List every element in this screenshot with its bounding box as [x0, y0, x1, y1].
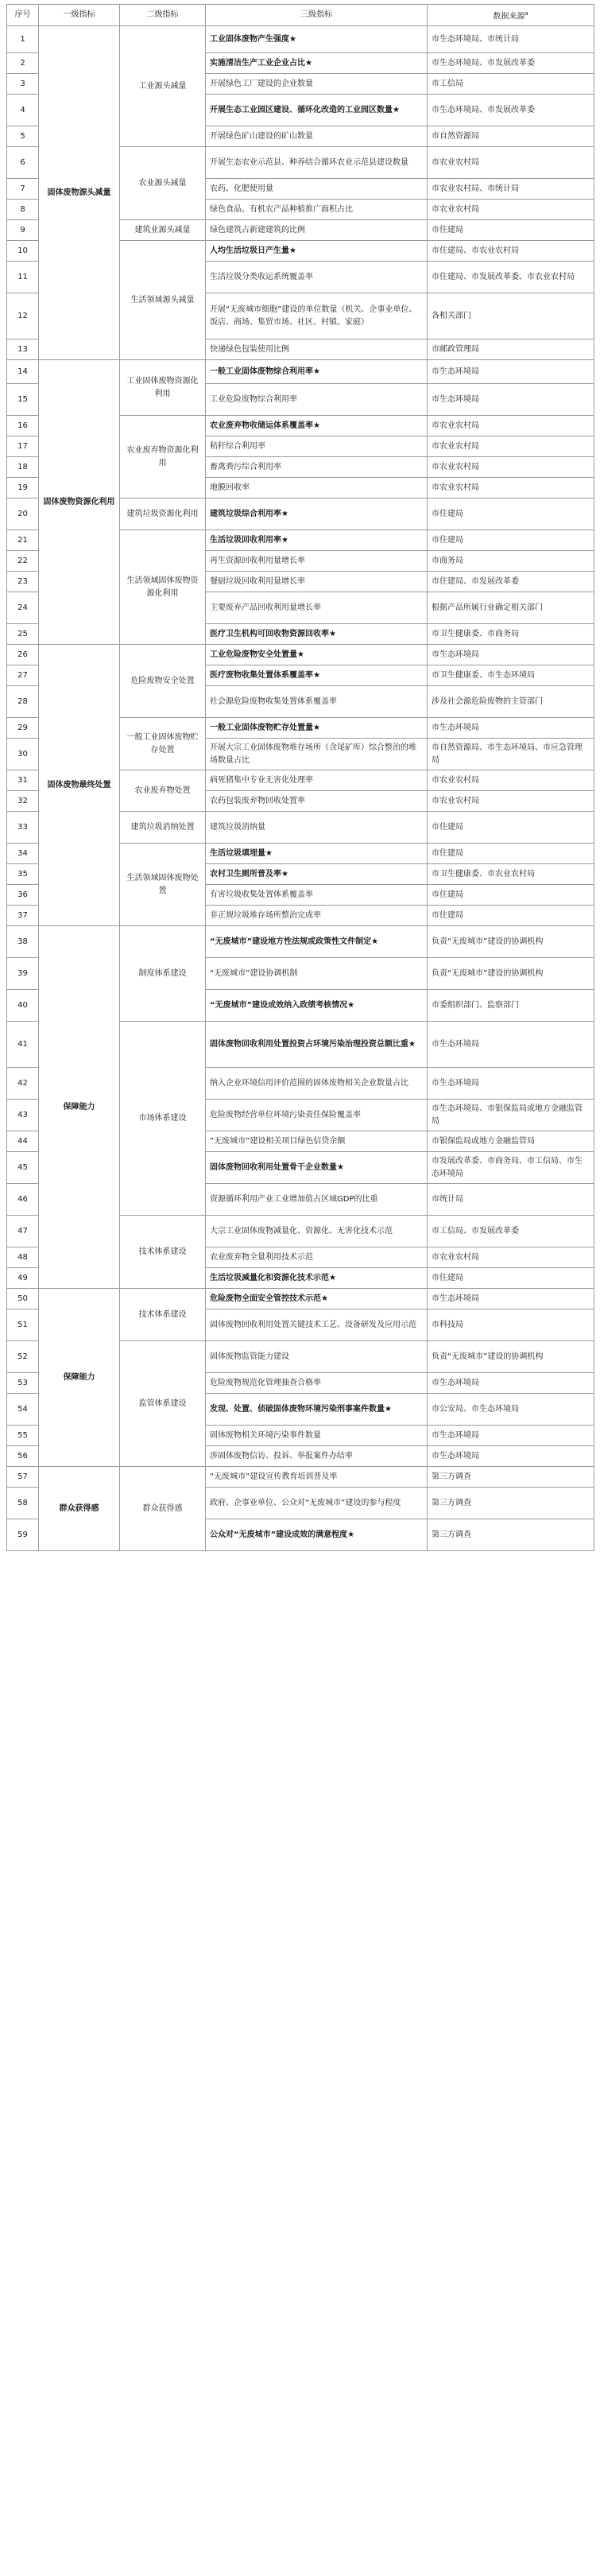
level2-indicator: 生活领域固体废物处置 — [120, 844, 206, 926]
data-source: 市公安局、市生态环境局 — [428, 1394, 594, 1426]
data-source: 市自然资源局 — [428, 126, 594, 147]
level2-indicator: 技术体系建设 — [120, 1216, 206, 1289]
row-index: 20 — [7, 499, 39, 530]
level3-indicator: 餐厨垃圾回收利用量增长率 — [206, 572, 428, 592]
level3-indicator: 开展绿色矿山建设的矿山数量 — [206, 126, 428, 147]
data-source: 第三方调查 — [428, 1467, 594, 1488]
row-index: 19 — [7, 478, 39, 499]
data-source: 市农业农村局 — [428, 200, 594, 220]
data-source: 市生态环境局 — [428, 1373, 594, 1394]
level3-indicator: 农药包装废弃物回收处置率 — [206, 791, 428, 812]
level3-indicator: 开展生态农业示范县、种养结合循环农业示范县建设数量 — [206, 147, 428, 179]
data-source: 市农业农村局 — [428, 478, 594, 499]
level2-indicator: 工业源头减量 — [120, 26, 206, 147]
level3-indicator: 农药、化肥使用量 — [206, 179, 428, 200]
level3-indicator: 涉固体废物信访、投诉、举报案件办结率 — [206, 1446, 428, 1467]
row-index: 48 — [7, 1247, 39, 1268]
level3-indicator: 非正规垃圾堆存场所整治完成率 — [206, 906, 428, 926]
row-index: 2 — [7, 53, 39, 74]
row-index: 32 — [7, 791, 39, 812]
row-index: 25 — [7, 624, 39, 645]
level3-indicator: 生活垃圾分类收运系统覆盖率 — [206, 262, 428, 293]
row-index: 29 — [7, 718, 39, 739]
row-index: 33 — [7, 812, 39, 844]
level1-indicator: 群众获得感 — [39, 1467, 120, 1551]
table-row — [7, 1289, 594, 1309]
row-index: 5 — [7, 126, 39, 147]
level3-indicator: 工业危险废物安全处置量★ — [206, 645, 428, 665]
level3-indicator: “无废城市”建设成效纳入政绩考核情况★ — [206, 990, 428, 1022]
data-source: 市住建局 — [428, 1268, 594, 1289]
row-index: 1 — [7, 26, 39, 53]
row-index: 6 — [7, 147, 39, 179]
row-index: 28 — [7, 686, 39, 718]
level1-indicator: 保障能力 — [39, 926, 120, 1289]
data-source: 市住建局 — [428, 220, 594, 241]
level3-indicator: “无废城市”建设协调机制 — [206, 958, 428, 990]
row-index: 41 — [7, 1022, 39, 1068]
data-source: 市住建局 — [428, 885, 594, 906]
level2-indicator: 农业源头减量 — [120, 147, 206, 220]
row-index: 53 — [7, 1373, 39, 1394]
level3-indicator: 建筑垃圾消纳量 — [206, 812, 428, 844]
row-index: 8 — [7, 200, 39, 220]
level3-indicator: 病死猪集中专业无害化处理率 — [206, 770, 428, 791]
data-source: 市银保监局或地方金融监管局 — [428, 1131, 594, 1152]
level3-indicator: 绿色食品、有机农产品种植推广面积占比 — [206, 200, 428, 220]
level3-indicator: 政府、企事业单位、公众对“无废城市”建设的参与程度 — [206, 1488, 428, 1519]
row-index: 26 — [7, 645, 39, 665]
level2-indicator: 群众获得感 — [120, 1467, 206, 1551]
data-source: 第三方调查 — [428, 1488, 594, 1519]
data-source: 市生态环境局、市发展改革委 — [428, 53, 594, 74]
level3-indicator: “无废城市”建设宣传教育培训普及率 — [206, 1467, 428, 1488]
row-index: 39 — [7, 958, 39, 990]
row-index: 52 — [7, 1341, 39, 1373]
level2-indicator: 建筑垃圾资源化利用 — [120, 499, 206, 530]
indicator-table — [6, 4, 594, 1551]
row-index: 50 — [7, 1289, 39, 1309]
level1-indicator: 固体废物最终处置 — [39, 645, 120, 926]
level2-indicator: 市场体系建设 — [120, 1022, 206, 1216]
row-index: 43 — [7, 1100, 39, 1131]
row-index: 4 — [7, 95, 39, 126]
level3-indicator: 固体废物回收利用处置关键技术工艺、设备研发及应用示范 — [206, 1309, 428, 1341]
row-index: 34 — [7, 844, 39, 864]
row-index: 27 — [7, 665, 39, 686]
row-index: 12 — [7, 293, 39, 339]
data-source: 市农业农村局 — [428, 416, 594, 436]
data-source: 市生态环境局、市发展改革委 — [428, 95, 594, 126]
data-source: 市住建局 — [428, 844, 594, 864]
level3-indicator: 工业危险废物综合利用率 — [206, 384, 428, 416]
level3-indicator: 农村卫生厕所普及率★ — [206, 864, 428, 885]
level3-indicator: 社会源危险废物收集处置体系覆盖率 — [206, 686, 428, 718]
row-index: 45 — [7, 1152, 39, 1184]
level3-indicator: 地膜回收率 — [206, 478, 428, 499]
data-source: 市农业农村局 — [428, 770, 594, 791]
table-header-row — [7, 5, 594, 26]
level1-indicator: 保障能力 — [39, 1289, 120, 1467]
data-source: 根据产品所属行业确定相关部门 — [428, 592, 594, 624]
row-index: 7 — [7, 179, 39, 200]
data-source: 市住建局、市农业农村局 — [428, 241, 594, 262]
data-source: 市工信局 — [428, 74, 594, 95]
data-source: 第三方调查 — [428, 1519, 594, 1551]
data-source: 市住建局 — [428, 812, 594, 844]
data-source: 负责“无废城市”建设的协调机构 — [428, 926, 594, 958]
row-index: 9 — [7, 220, 39, 241]
data-source: 市农业农村局 — [428, 436, 594, 457]
level3-indicator: 危险废物经营单位环境污染责任保险覆盖率 — [206, 1100, 428, 1131]
level2-indicator: 建筑业源头减量 — [120, 220, 206, 241]
row-index: 10 — [7, 241, 39, 262]
level2-indicator: 一般工业固体废物贮存处置 — [120, 718, 206, 770]
data-source: 市生态环境局 — [428, 1289, 594, 1309]
data-source: 负责“无废城市”建设的协调机构 — [428, 958, 594, 990]
row-index: 36 — [7, 885, 39, 906]
row-index: 17 — [7, 436, 39, 457]
data-source: 市住建局、市发展改革委、市农业农村局 — [428, 262, 594, 293]
row-index: 14 — [7, 360, 39, 384]
row-index: 54 — [7, 1394, 39, 1426]
row-index: 11 — [7, 262, 39, 293]
level2-indicator: 建筑垃圾消纳处置 — [120, 812, 206, 844]
level3-indicator: 农业废弃物收储运体系覆盖率★ — [206, 416, 428, 436]
data-source: 市商务局 — [428, 551, 594, 572]
row-index: 37 — [7, 906, 39, 926]
level3-indicator: 建筑垃圾综合利用率★ — [206, 499, 428, 530]
data-source: 市工信局、市发展改革委 — [428, 1216, 594, 1247]
data-source: 市住建局 — [428, 530, 594, 551]
header-level1: 一级指标 — [39, 5, 120, 26]
level3-indicator: 生活垃圾回收利用率★ — [206, 530, 428, 551]
level1-indicator: 固体废物资源化利用 — [39, 360, 120, 645]
level3-indicator: 快递绿色包装使用比例 — [206, 339, 428, 360]
row-index: 57 — [7, 1467, 39, 1488]
level3-indicator: 一般工业固体废物综合利用率★ — [206, 360, 428, 384]
data-source: 市住建局 — [428, 906, 594, 926]
level3-indicator: 资源循环利用产业工业增加值占区域GDP的比重 — [206, 1184, 428, 1216]
row-index: 56 — [7, 1446, 39, 1467]
data-source: 市生态环境局 — [428, 1446, 594, 1467]
row-index: 46 — [7, 1184, 39, 1216]
level3-indicator: 公众对“无废城市”建设成效的满意程度★ — [206, 1519, 428, 1551]
level2-indicator: 制度体系建设 — [120, 926, 206, 1022]
level3-indicator: 发现、处置、侦破固体废物环境污染刑事案件数量★ — [206, 1394, 428, 1426]
row-index: 13 — [7, 339, 39, 360]
data-source: 市科技局 — [428, 1309, 594, 1341]
row-index: 40 — [7, 990, 39, 1022]
table-row — [7, 26, 594, 53]
level3-indicator: 医疗卫生机构可回收物资源回收率★ — [206, 624, 428, 645]
level2-indicator: 工业固体废物资源化利用 — [120, 360, 206, 416]
level3-indicator: 危险废物全面安全管控技术示范★ — [206, 1289, 428, 1309]
level3-indicator: 开展生态工业园区建设、循环化改造的工业园区数量★ — [206, 95, 428, 126]
level2-indicator: 农业废弃物处置 — [120, 770, 206, 812]
data-source: 市邮政管理局 — [428, 339, 594, 360]
level3-indicator: 固体废物监管能力建设 — [206, 1341, 428, 1373]
level2-indicator: 危险废物安全处置 — [120, 645, 206, 718]
table-row — [7, 360, 594, 384]
data-source: 市卫生健康委、市生态环境局 — [428, 665, 594, 686]
level3-indicator: “无废城市”建设相关项目绿色信贷余额 — [206, 1131, 428, 1152]
data-source: 各相关部门 — [428, 293, 594, 339]
level1-indicator: 固体废物源头减量 — [39, 26, 120, 360]
row-index: 22 — [7, 551, 39, 572]
data-source: 负责“无废城市”建设的协调机构 — [428, 1341, 594, 1373]
data-source: 市卫生健康委、市商务局 — [428, 624, 594, 645]
row-index: 31 — [7, 770, 39, 791]
row-index: 18 — [7, 457, 39, 478]
level3-indicator: 固体废物相关环境污染事件数量 — [206, 1426, 428, 1446]
level2-indicator: 生活领域源头减量 — [120, 241, 206, 360]
data-source: 市农业农村局、市统计局 — [428, 179, 594, 200]
level3-indicator: 秸秆综合利用率 — [206, 436, 428, 457]
table-row — [7, 645, 594, 665]
level3-indicator: 医疗废物收集处置体系覆盖率★ — [206, 665, 428, 686]
level3-indicator: 人均生活垃圾日产生量★ — [206, 241, 428, 262]
level3-indicator: 工业固体废物产生强度★ — [206, 26, 428, 53]
level3-indicator: 纳入企业环境信用评价范围的固体废物相关企业数量占比 — [206, 1068, 428, 1100]
row-index: 49 — [7, 1268, 39, 1289]
data-source: 市统计局 — [428, 1184, 594, 1216]
row-index: 21 — [7, 530, 39, 551]
data-source: 市农业农村局 — [428, 1247, 594, 1268]
data-source: 市生态环境局 — [428, 1426, 594, 1446]
data-source: 市住建局、市发展改革委 — [428, 572, 594, 592]
data-source: 市生态环境局 — [428, 1068, 594, 1100]
data-source: 市住建局 — [428, 499, 594, 530]
row-index: 3 — [7, 74, 39, 95]
level2-indicator: 技术体系建设 — [120, 1289, 206, 1341]
row-index: 58 — [7, 1488, 39, 1519]
level3-indicator: 固体废物回收利用处置投资占环境污染治理投资总额比重★ — [206, 1022, 428, 1068]
row-index: 42 — [7, 1068, 39, 1100]
row-index: 55 — [7, 1426, 39, 1446]
row-index: 59 — [7, 1519, 39, 1551]
data-source: 市卫生健康委、市农业农村局 — [428, 864, 594, 885]
level3-indicator: 危险废物规范化管理抽查合格率 — [206, 1373, 428, 1394]
data-source: 市生态环境局 — [428, 360, 594, 384]
level3-indicator: 再生资源回收利用量增长率 — [206, 551, 428, 572]
data-source: 市农业农村局 — [428, 147, 594, 179]
level3-indicator: 开展大宗工业固体废物堆存场所（含尾矿库）综合整治的堆场数量占比 — [206, 739, 428, 770]
row-index: 30 — [7, 739, 39, 770]
level2-indicator: 监管体系建设 — [120, 1341, 206, 1467]
level3-indicator: 绿色建筑占新建建筑的比例 — [206, 220, 428, 241]
level3-indicator: 开展绿色工厂建设的企业数量 — [206, 74, 428, 95]
level3-indicator: 有害垃圾收集处置体系覆盖率 — [206, 885, 428, 906]
level3-indicator: 畜禽粪污综合利用率 — [206, 457, 428, 478]
row-index: 15 — [7, 384, 39, 416]
row-index: 16 — [7, 416, 39, 436]
level3-indicator: 实施清洁生产工业企业占比★ — [206, 53, 428, 74]
level3-indicator: 主要废弃产品回收利用量增长率 — [206, 592, 428, 624]
data-source: 市自然资源局、市生态环境局、市应急管理局 — [428, 739, 594, 770]
header-source: 数据来源$^a$ — [428, 5, 594, 26]
level3-indicator: “无废城市”建设地方性法规或政策性文件制定★ — [206, 926, 428, 958]
row-index: 24 — [7, 592, 39, 624]
table-row — [7, 1467, 594, 1488]
data-source: 市农业农村局 — [428, 791, 594, 812]
row-index: 51 — [7, 1309, 39, 1341]
level3-indicator: 生活垃圾填埋量★ — [206, 844, 428, 864]
row-index: 23 — [7, 572, 39, 592]
header-level3: 三级指标 — [206, 5, 428, 26]
row-index: 38 — [7, 926, 39, 958]
row-index: 35 — [7, 864, 39, 885]
header-level2: 二级指标 — [120, 5, 206, 26]
row-index: 47 — [7, 1216, 39, 1247]
level3-indicator: 固体废物回收利用处置骨干企业数量★ — [206, 1152, 428, 1184]
level3-indicator: 开展“无废城市细胞”建设的单位数量（机关、企事业单位、饭店、商场、集贸市场、社区、村镇、家庭） — [206, 293, 428, 339]
level2-indicator: 生活领域固体废物资源化利用 — [120, 530, 206, 645]
table-row — [7, 926, 594, 958]
level3-indicator: 生活垃圾减量化和资源化技术示范★ — [206, 1268, 428, 1289]
level3-indicator: 农业废弃物全量利用技术示范 — [206, 1247, 428, 1268]
header-index: 序号 — [7, 5, 39, 26]
level2-indicator: 农业废弃物资源化利用 — [120, 416, 206, 499]
data-source: 市生态环境局、市统计局 — [428, 26, 594, 53]
data-source: 市生态环境局 — [428, 1022, 594, 1068]
data-source: 市农业农村局 — [428, 457, 594, 478]
data-source: 市生态环境局、市银保监局或地方金融监管局 — [428, 1100, 594, 1131]
row-index: 44 — [7, 1131, 39, 1152]
level3-indicator: 大宗工业固体废物减量化、资源化、无害化技术示范 — [206, 1216, 428, 1247]
data-source: 涉及社会源危险废物的主管部门 — [428, 686, 594, 718]
data-source: 市生态环境局 — [428, 384, 594, 416]
data-source: 市生态环境局 — [428, 645, 594, 665]
data-source: 市发展改革委、市商务局、市工信局、市生态环境局 — [428, 1152, 594, 1184]
data-source: 市委组织部门、监察部门 — [428, 990, 594, 1022]
data-source: 市生态环境局 — [428, 718, 594, 739]
level3-indicator: 一般工业固体废物贮存处置量★ — [206, 718, 428, 739]
